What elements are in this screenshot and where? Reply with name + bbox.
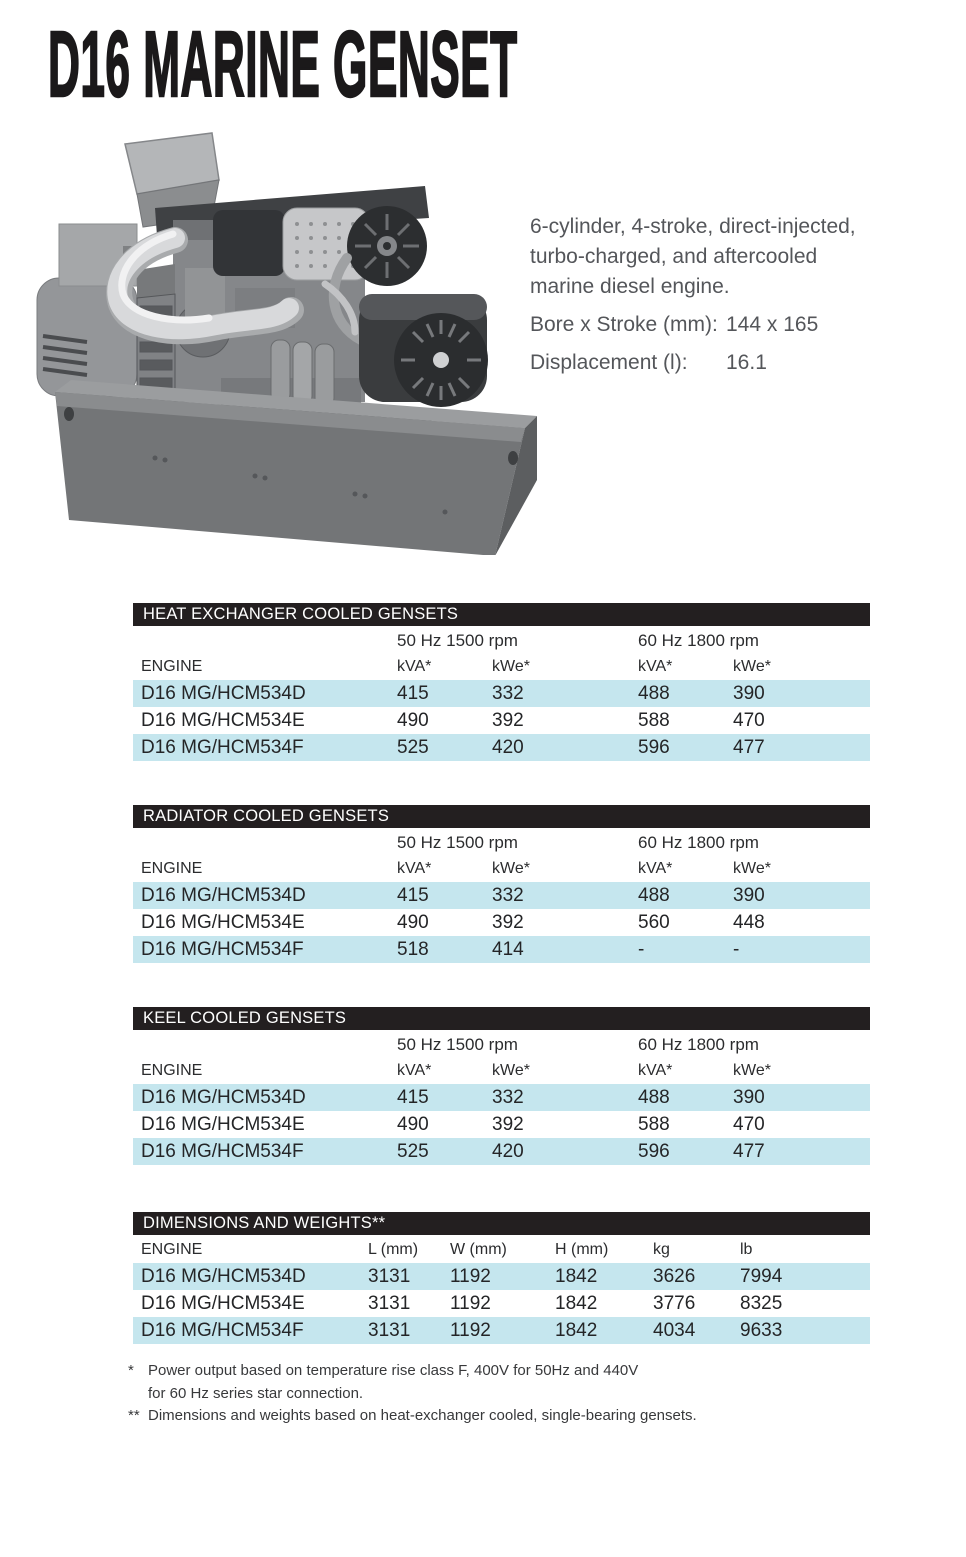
engine-cell: D16 MG/HCM534E <box>141 1293 305 1314</box>
spec-row <box>530 348 890 378</box>
value-cell: 7994 <box>740 1266 783 1287</box>
footnote-line <box>128 1383 868 1406</box>
value-cell: 1192 <box>450 1266 491 1287</box>
value-cell: 477 <box>733 1141 765 1162</box>
column-header-engine: ENGINE <box>141 658 203 675</box>
value-cell: 488 <box>638 1087 670 1108</box>
footnote-text: for 60 Hz series star connection. <box>148 1384 364 1402</box>
value-cell: 488 <box>638 683 670 704</box>
frequency-group-row <box>133 828 870 854</box>
table-row <box>133 680 870 707</box>
table-row <box>133 1084 870 1111</box>
genset-photo <box>25 128 540 555</box>
value-cell: 3626 <box>653 1266 696 1287</box>
value-cell: 588 <box>638 710 670 731</box>
value-cell: 390 <box>733 683 765 704</box>
page-title-text: D16 MARINE GENSET <box>48 12 518 116</box>
value-cell: 8325 <box>740 1293 783 1314</box>
column-header: kWe* <box>733 658 771 675</box>
value-cell: 415 <box>397 885 429 906</box>
engine-cell: D16 MG/HCM534E <box>141 1114 305 1135</box>
value-cell: 3776 <box>653 1293 696 1314</box>
value-cell: 414 <box>492 939 524 960</box>
frequency-group-label: 50 Hz 1500 rpm <box>397 1035 518 1054</box>
frequency-group-label: 50 Hz 1500 rpm <box>397 833 518 852</box>
table-row <box>133 1290 870 1317</box>
engine-cell: D16 MG/HCM534D <box>141 1266 306 1287</box>
frequency-group-label: 60 Hz 1800 rpm <box>638 833 759 852</box>
column-header: kWe* <box>492 860 530 877</box>
column-header-row <box>133 1056 870 1084</box>
column-header: kWe* <box>492 1062 530 1079</box>
column-header: H (mm) <box>555 1241 609 1258</box>
footnotes <box>128 1360 868 1428</box>
value-cell: 4034 <box>653 1320 696 1341</box>
value-cell: 518 <box>397 939 429 960</box>
spec-row <box>530 310 890 340</box>
table-section-title: HEAT EXCHANGER COOLED GENSETS <box>133 603 870 626</box>
air-filter <box>213 206 427 286</box>
value-cell: 3131 <box>368 1320 411 1341</box>
table-keel-cooled-gensets <box>133 1007 870 1165</box>
table-row <box>133 882 870 909</box>
value-cell: 596 <box>638 737 670 758</box>
table-section-title: KEEL COOLED GENSETS <box>133 1007 870 1030</box>
column-header: kWe* <box>733 860 771 877</box>
column-header: kVA* <box>397 860 432 877</box>
table-heat-exchanger-cooled-gensets <box>133 603 870 761</box>
value-cell: 525 <box>397 1141 429 1162</box>
column-header: W (mm) <box>450 1241 507 1258</box>
value-cell: 477 <box>733 737 765 758</box>
table-section-title: RADIATOR COOLED GENSETS <box>133 805 870 828</box>
spec-label: Bore x Stroke (mm): <box>530 313 718 336</box>
value-cell: - <box>733 939 740 960</box>
engine-cell: D16 MG/HCM534F <box>141 1320 304 1341</box>
value-cell: 390 <box>733 1087 765 1108</box>
column-header: kWe* <box>733 1062 771 1079</box>
engine-cell: D16 MG/HCM534E <box>141 912 305 933</box>
column-header: kVA* <box>397 658 432 675</box>
value-cell: 490 <box>397 912 429 933</box>
value-cell: 415 <box>397 683 429 704</box>
value-cell: 1192 <box>450 1293 491 1314</box>
column-header: kVA* <box>397 1062 432 1079</box>
value-cell: 420 <box>492 1141 524 1162</box>
value-cell: 470 <box>733 710 765 731</box>
table-row <box>133 1111 870 1138</box>
footnote-text: Dimensions and weights based on heat-exchanger cooled, single-bearing gensets. <box>148 1407 697 1424</box>
spec-value: 16.1 <box>726 351 767 374</box>
value-cell: 390 <box>733 885 765 906</box>
column-header: lb <box>740 1241 753 1258</box>
value-cell: 415 <box>397 1087 429 1108</box>
footnote-marker: ** <box>128 1407 140 1424</box>
column-header-row <box>133 652 870 680</box>
spec-label: Displacement (l): <box>530 351 688 374</box>
column-header: kVA* <box>638 1062 673 1079</box>
column-header: kVA* <box>638 860 673 877</box>
page-title <box>48 12 966 116</box>
description-paragraph <box>530 212 890 302</box>
engine-cell: D16 MG/HCM534D <box>141 1087 306 1108</box>
value-cell: 392 <box>492 1114 524 1135</box>
column-header: kVA* <box>638 658 673 675</box>
value-cell: 1842 <box>555 1293 598 1314</box>
value-cell: 588 <box>638 1114 670 1135</box>
footnote-line <box>128 1405 868 1428</box>
fuel-filters <box>271 340 334 406</box>
frequency-group-row <box>133 626 870 652</box>
table-row <box>133 707 870 734</box>
spec-value: 144 x 165 <box>726 313 819 336</box>
value-cell: 392 <box>492 912 524 933</box>
value-cell: 596 <box>638 1141 670 1162</box>
value-cell: 332 <box>492 1087 524 1108</box>
description-line: marine diesel engine. <box>530 275 730 298</box>
engine-cell: D16 MG/HCM534F <box>141 939 304 960</box>
value-cell: 1192 <box>450 1320 491 1341</box>
value-cell: 420 <box>492 737 524 758</box>
value-cell: 560 <box>638 912 670 933</box>
value-cell: 392 <box>492 710 524 731</box>
column-header-engine: ENGINE <box>141 1062 203 1079</box>
column-header-engine: ENGINE <box>141 1241 203 1258</box>
base-skid <box>55 380 537 555</box>
engine-cell: D16 MG/HCM534D <box>141 885 306 906</box>
value-cell: 3131 <box>368 1293 411 1314</box>
spec-list <box>530 310 890 378</box>
value-cell: 488 <box>638 885 670 906</box>
column-header-row <box>133 1235 870 1263</box>
column-header-engine: ENGINE <box>141 860 203 877</box>
value-cell: 3131 <box>368 1266 411 1287</box>
value-cell: 1842 <box>555 1320 598 1341</box>
table-row <box>133 1317 870 1344</box>
table-row <box>133 734 870 761</box>
table-row <box>133 936 870 963</box>
column-header-row <box>133 854 870 882</box>
description-line: 6-cylinder, 4-stroke, direct-injected, <box>530 215 856 238</box>
value-cell: 490 <box>397 1114 429 1135</box>
value-cell: 332 <box>492 683 524 704</box>
value-cell: 490 <box>397 710 429 731</box>
table-row <box>133 909 870 936</box>
description-line: turbo-charged, and aftercooled <box>530 245 818 268</box>
engine-cell: D16 MG/HCM534E <box>141 710 305 731</box>
frequency-group-label: 60 Hz 1800 rpm <box>638 1035 759 1054</box>
value-cell: 525 <box>397 737 429 758</box>
column-header: kWe* <box>492 658 530 675</box>
table-row <box>133 1138 870 1165</box>
engine-cell: D16 MG/HCM534D <box>141 683 306 704</box>
value-cell: 9633 <box>740 1320 783 1341</box>
value-cell: 1842 <box>555 1266 598 1287</box>
footnote-line <box>128 1360 868 1383</box>
column-header: L (mm) <box>368 1241 419 1258</box>
engine-cell: D16 MG/HCM534F <box>141 737 304 758</box>
value-cell: 332 <box>492 885 524 906</box>
value-cell: 470 <box>733 1114 765 1135</box>
table-row <box>133 1263 870 1290</box>
value-cell: 448 <box>733 912 765 933</box>
footnote-marker: * <box>128 1362 134 1379</box>
frequency-group-label: 60 Hz 1800 rpm <box>638 631 759 650</box>
frequency-group-row <box>133 1030 870 1056</box>
engine-description <box>530 212 890 378</box>
table-dimensions-and-weights <box>133 1212 870 1344</box>
column-header: kg <box>653 1241 670 1258</box>
value-cell: - <box>638 939 645 960</box>
footnote-text: Power output based on temperature rise class F, 400V for 50Hz and 440V <box>148 1362 639 1379</box>
table-section-title: DIMENSIONS AND WEIGHTS** <box>133 1212 870 1235</box>
engine-cell: D16 MG/HCM534F <box>141 1141 304 1162</box>
frequency-group-label: 50 Hz 1500 rpm <box>397 631 518 650</box>
table-radiator-cooled-gensets <box>133 805 870 963</box>
